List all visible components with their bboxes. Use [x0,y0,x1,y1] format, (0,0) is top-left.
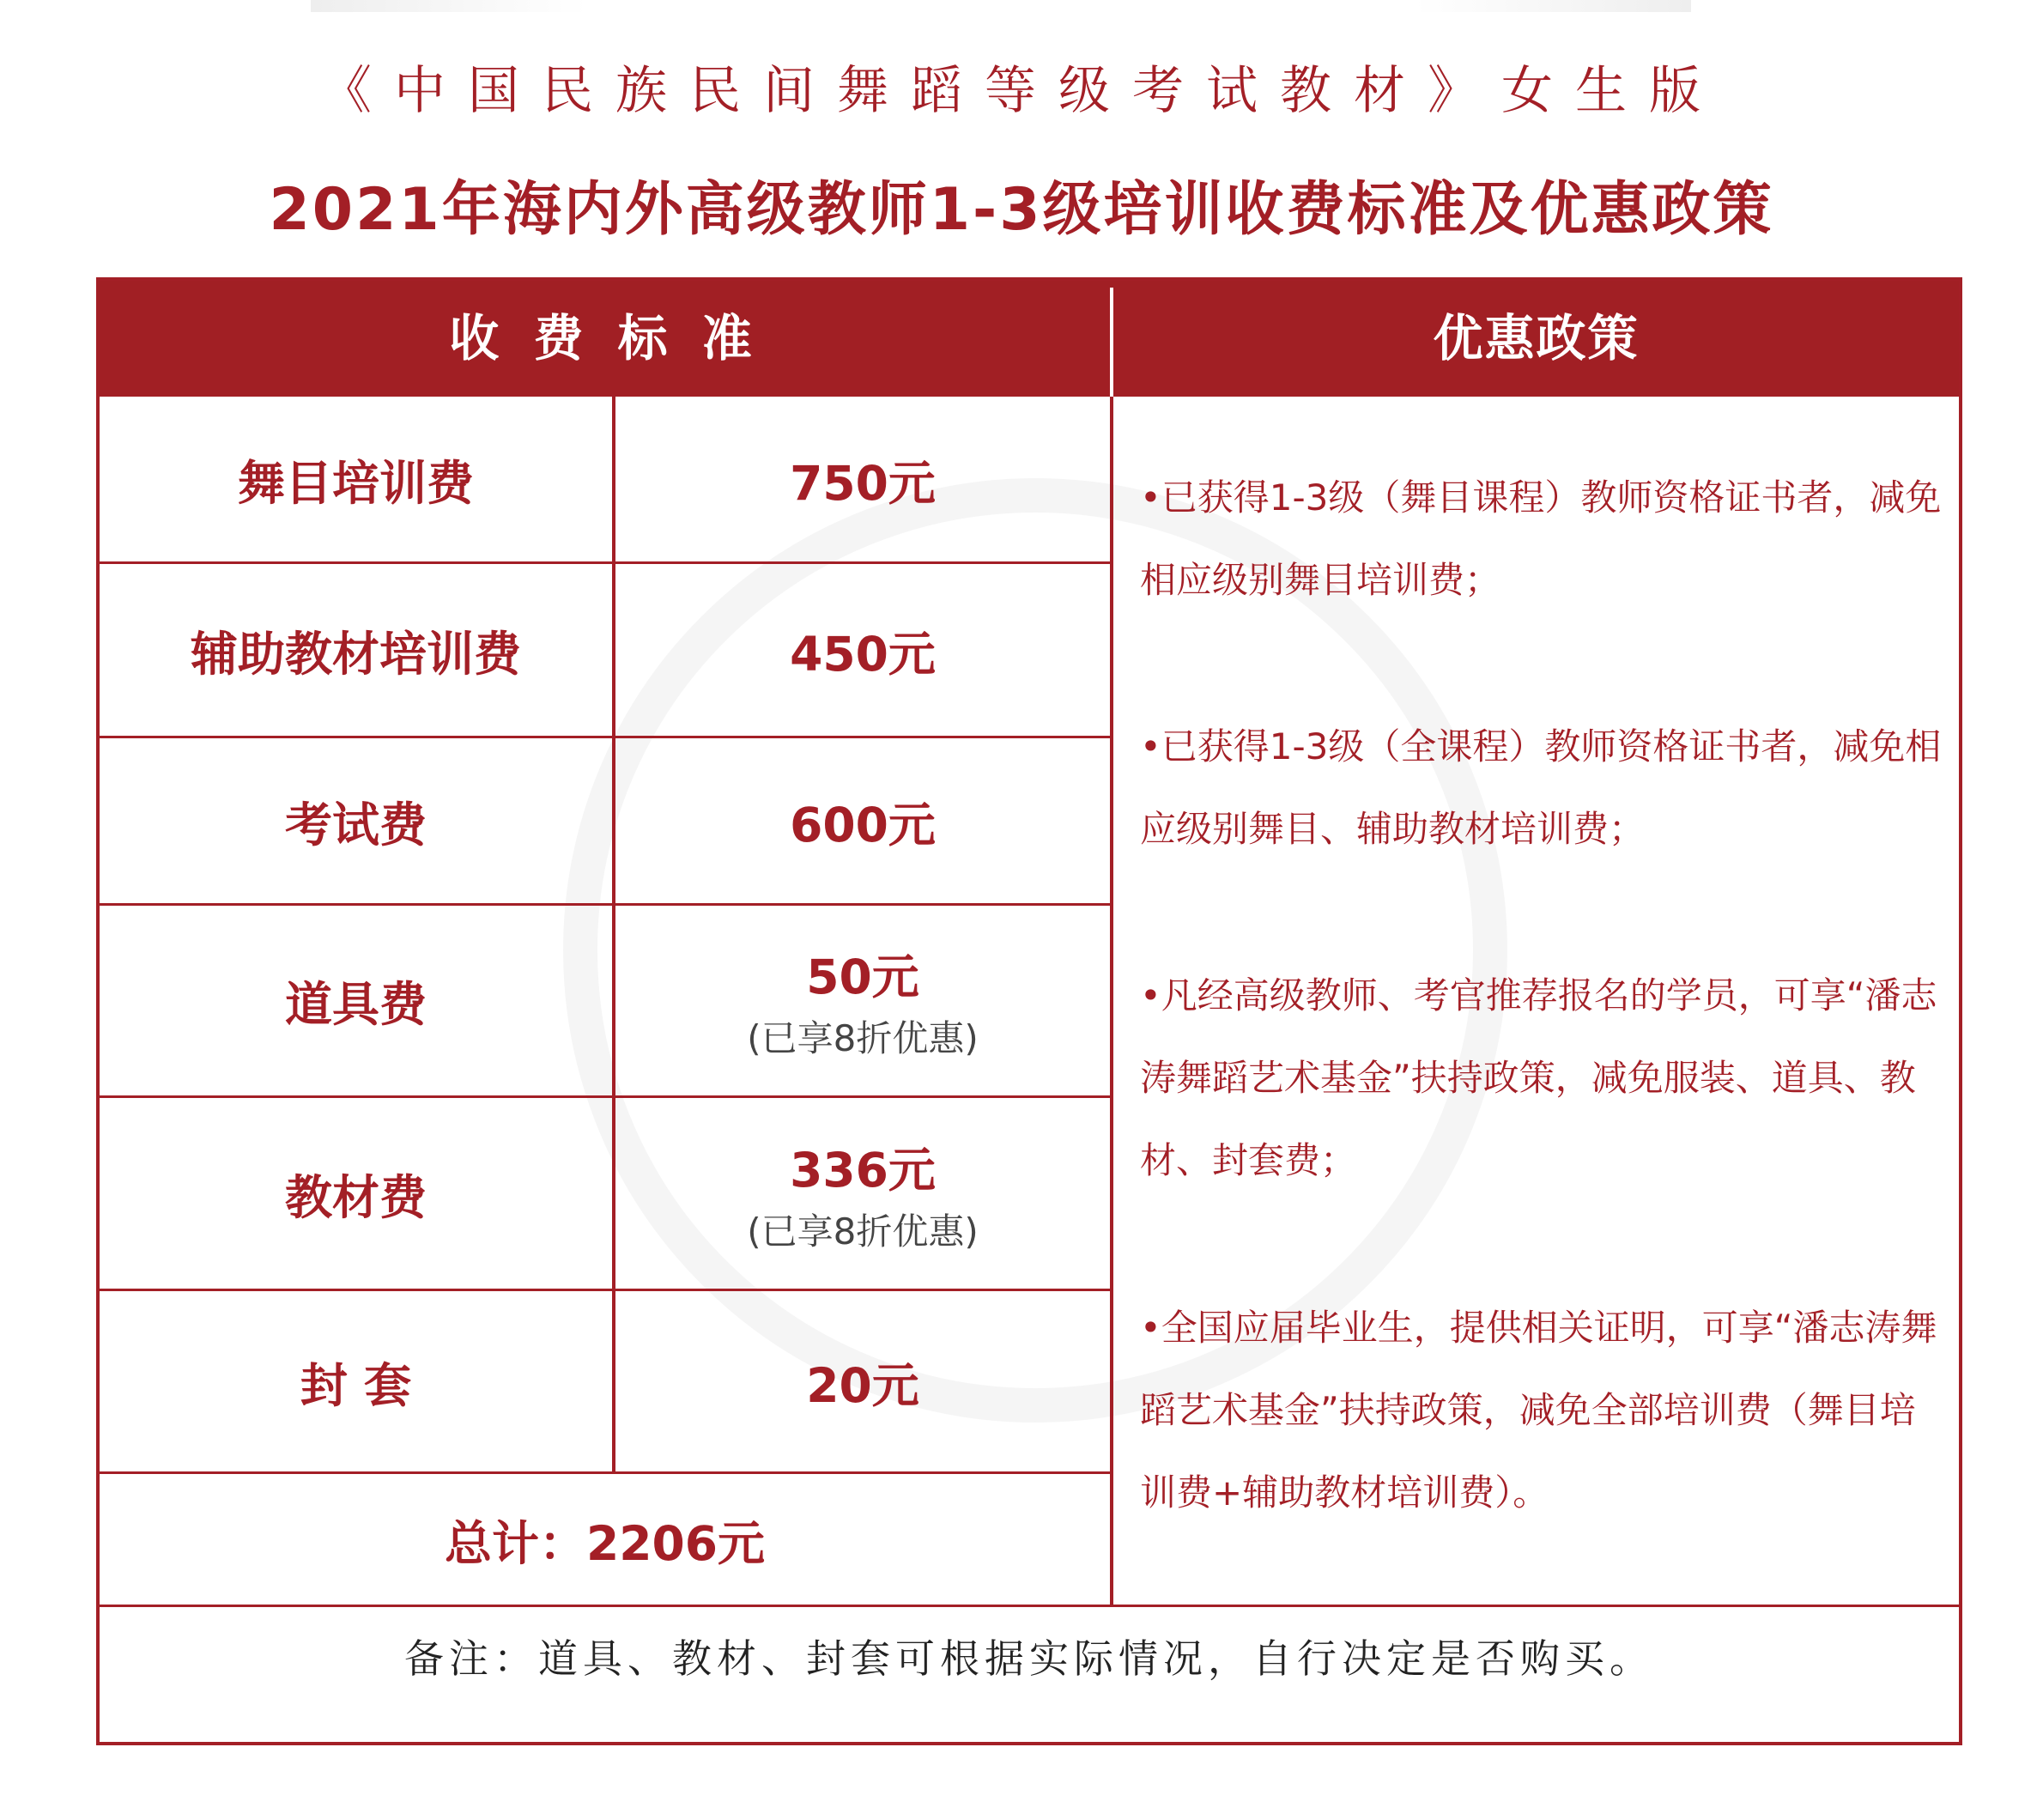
remark: 备注：道具、教材、封套可根据实际情况，自行决定是否购买。 [404,1635,1654,1682]
fee-price-cell [615,1098,1110,1289]
fee-item: 教材费 [284,1169,427,1225]
discount-note: (已享8折优惠) [747,1017,979,1059]
table-header [100,281,1959,397]
fee-price: 750元 [790,455,936,511]
policy-item: •全国应届毕业生，提供相关证明，可享“潘志涛舞蹈艺术基金”扶持政策，减免全部培训费（舞目培训费+辅助教材培训费）。 [1140,1307,1937,1514]
fee-item: 考试费 [284,797,427,852]
fee-item: 封 套 [300,1357,412,1413]
fee-price: 50元 [806,949,919,1004]
top-decoration [311,0,1691,12]
fee-price: 336元 [790,1142,936,1198]
fee-table [96,277,1962,1745]
subtitle: 《中国民族民间舞蹈等级考试教材》女生版 [320,61,1723,121]
header-policy: 优惠政策 [1433,309,1640,367]
policy-item: •已获得1-3级（全课程）教师资格证书者，减免相应级别舞目、辅助教材培训费； [1140,725,1942,850]
discount-note: (已享8折优惠) [747,1210,979,1253]
fee-item: 道具费 [284,977,427,1032]
main-title: 2021年海内外高级教师1-3级培训收费标准及优惠政策 [269,176,1774,244]
policy-item: •已获得1-3级（舞目课程）教师资格证书者，减免相应级别舞目培训费； [1140,476,1942,601]
header-divider [1110,288,1113,397]
fee-price: 450元 [790,626,936,682]
header-fees: 收 费 标 准 [449,309,761,367]
fee-item: 舞目培训费 [237,455,474,511]
policy-item: •凡经高级教师、考官推荐报名的学员，可享“潘志涛舞蹈艺术基金”扶持政策，减免服装、道具、教材、封套费； [1140,974,1937,1181]
fee-price: 600元 [790,797,936,852]
total: 总计：2206元 [444,1515,766,1571]
fee-price-cell [615,906,1110,1095]
column-divider [1110,397,1113,1607]
fee-item: 辅助教材培训费 [190,626,521,682]
fee-price: 20元 [806,1357,919,1413]
